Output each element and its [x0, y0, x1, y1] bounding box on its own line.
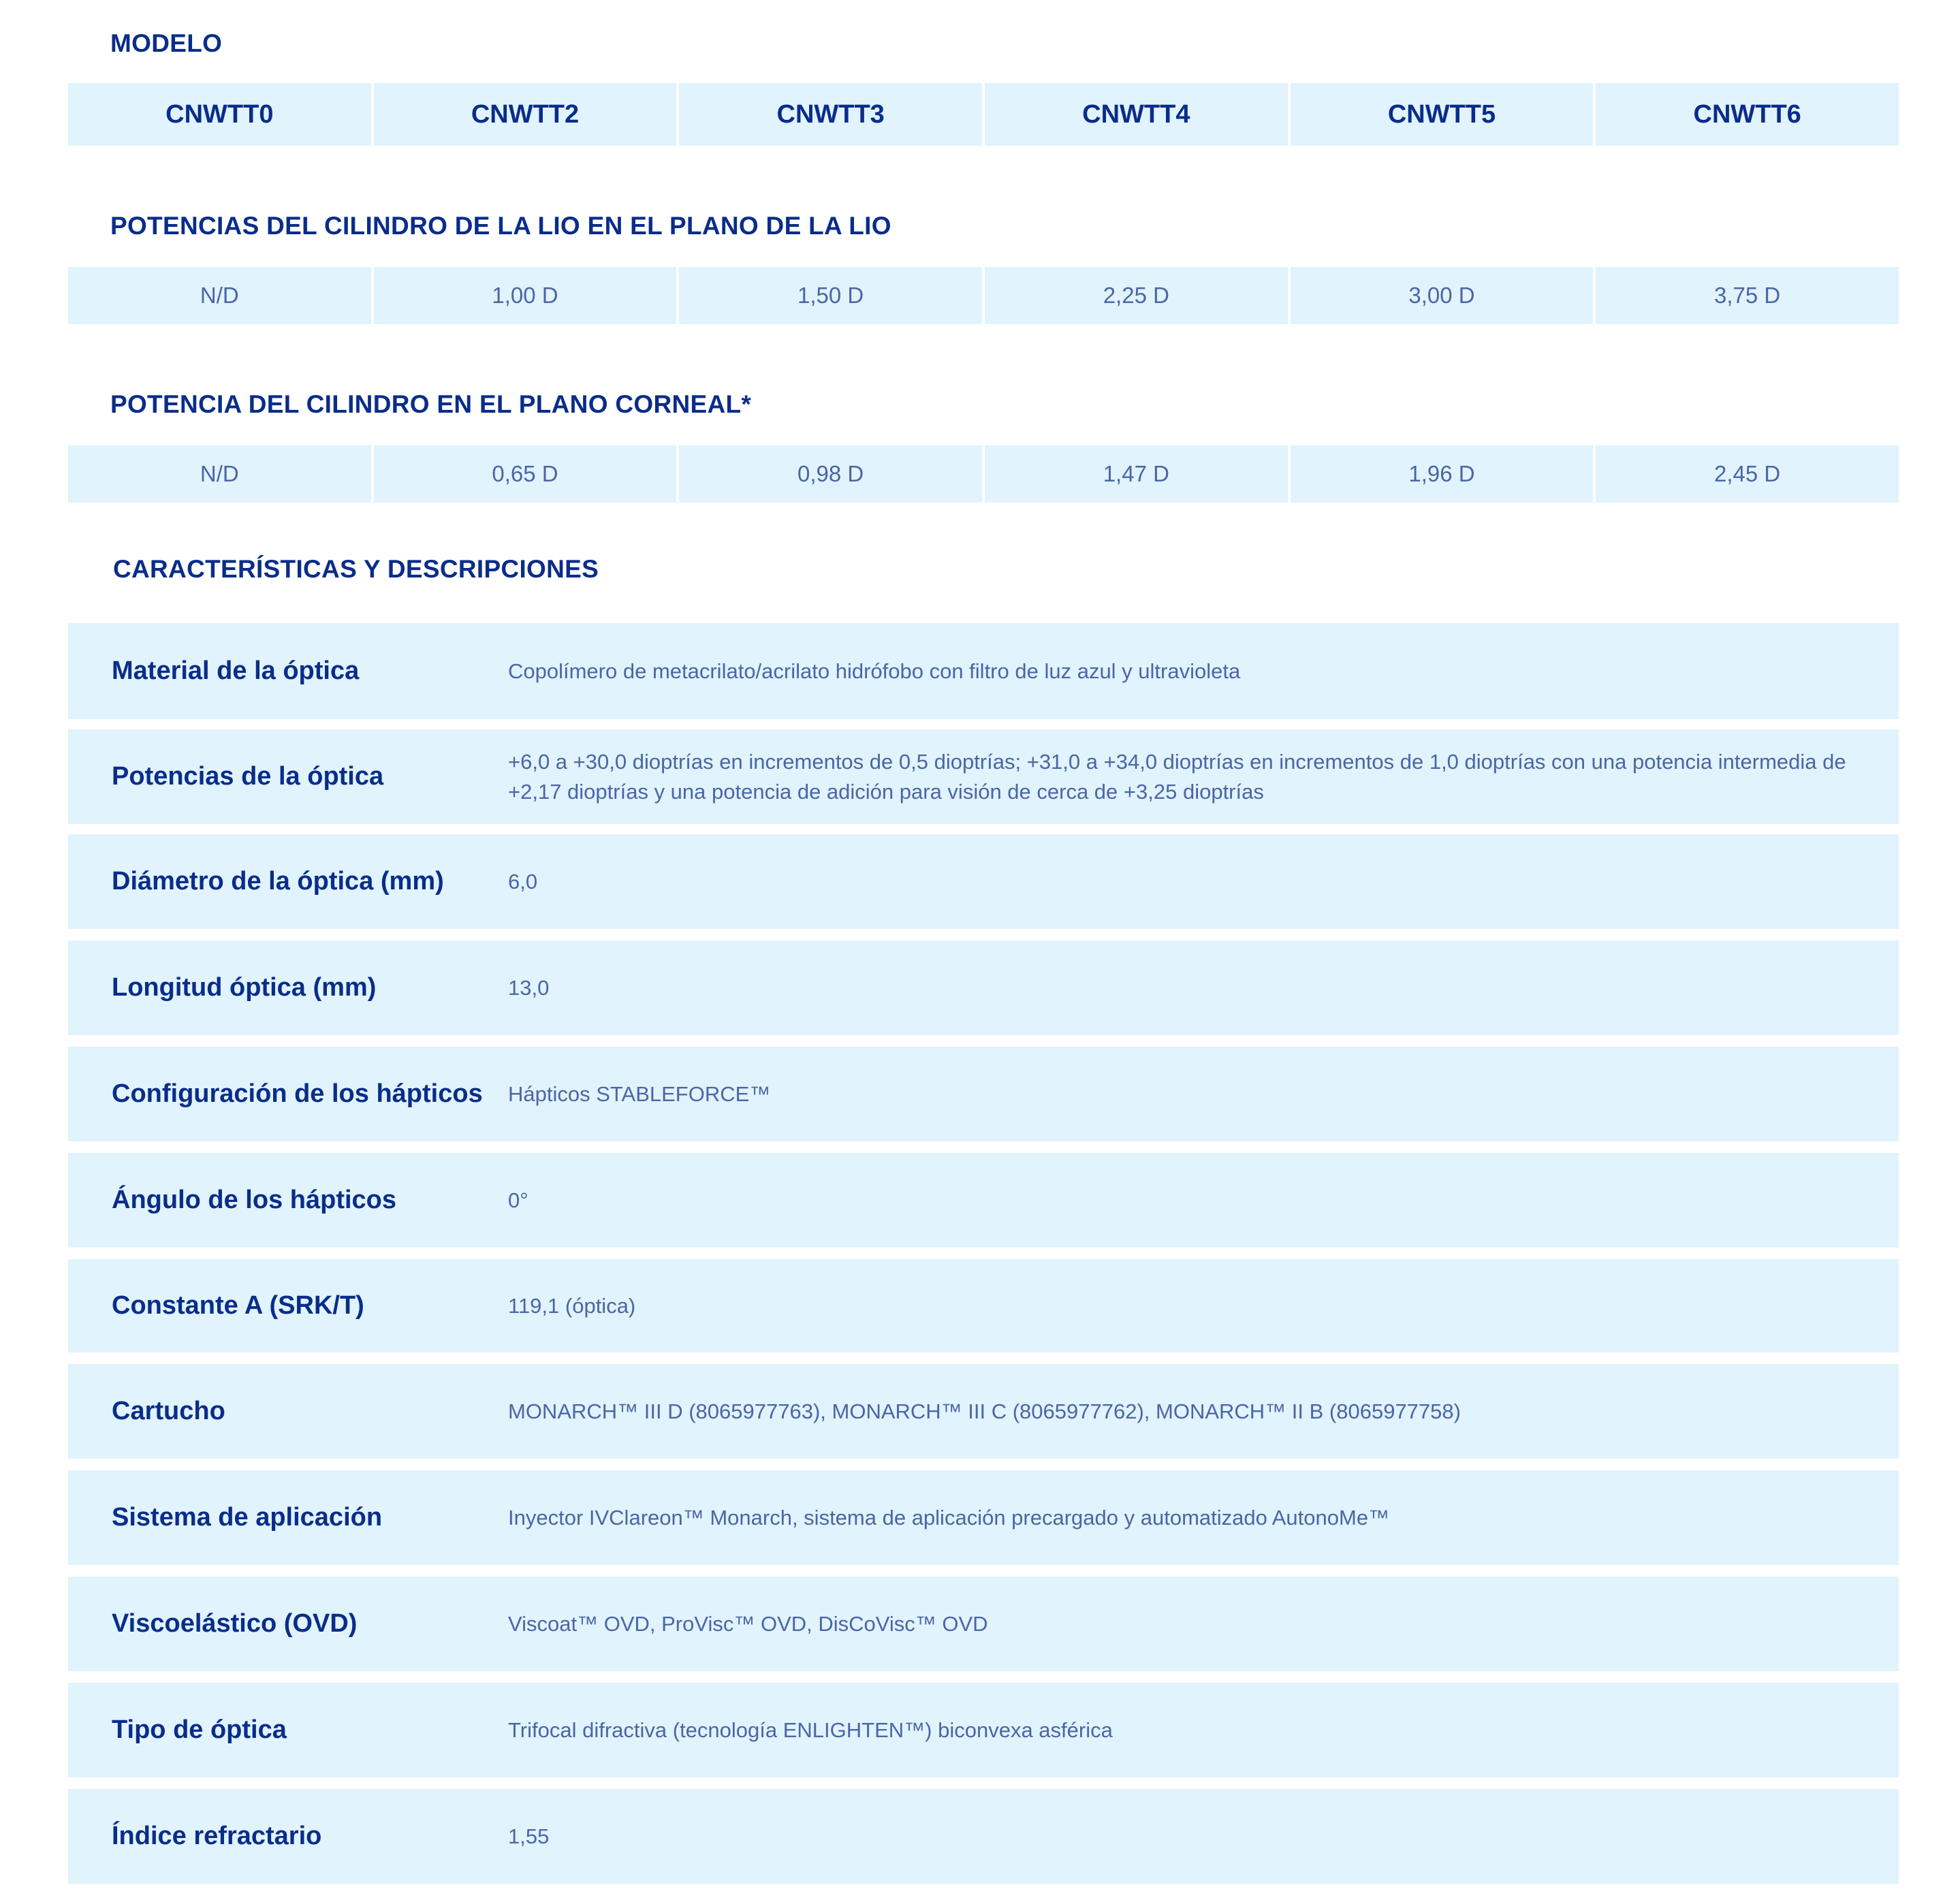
spec-label: Viscoelástico (OVD)	[112, 1609, 358, 1638]
spec-value: 119,1 (óptica)	[508, 1293, 636, 1318]
spec-row-cartucho	[68, 1364, 1899, 1459]
spec-label: Longitud óptica (mm)	[112, 973, 377, 1002]
spec-value: MONARCH™ III D (8065977763), MONARCH™ III C (8065977762), MONARCH™ II B (8065977758)	[508, 1399, 1461, 1423]
corneal-power-cell: 0,65 D	[374, 445, 677, 503]
lio-power-cell: 3,75 D	[1596, 267, 1899, 324]
spec-row-angulo	[68, 1153, 1899, 1248]
spec-row-hapticos	[68, 1047, 1899, 1141]
corneal-power-row	[68, 445, 1899, 503]
lio-power-cell: 3,00 D	[1291, 267, 1594, 324]
spec-row-potencias	[68, 729, 1899, 824]
spec-value: Trifocal difractiva (tecnología ENLIGHTEN™) biconvexa asférica	[508, 1717, 1113, 1742]
corneal-power-cell: 2,45 D	[1596, 445, 1899, 503]
lio-power-cell: 1,00 D	[374, 267, 677, 324]
spec-value: Inyector IVClareon™ Monarch, sistema de aplicación precargado y automatizado AutonoMe™	[508, 1505, 1390, 1530]
corneal-power-cell: 1,96 D	[1291, 445, 1594, 503]
model-cell: CNWTT3	[679, 83, 982, 146]
spec-label: Diámetro de la óptica (mm)	[112, 867, 444, 896]
spec-value: 6,0	[508, 869, 538, 893]
spec-label: Tipo de óptica	[112, 1715, 287, 1744]
spec-value: 1,55	[508, 1824, 550, 1848]
lio-power-row	[68, 267, 1899, 324]
model-cell: CNWTT5	[1291, 83, 1594, 146]
corneal-power-cell: 1,47 D	[985, 445, 1288, 503]
section-title-potencia-corneal: POTENCIA DEL CILINDRO EN EL PLANO CORNEAL*	[110, 390, 752, 418]
lio-power-cell: N/D	[68, 267, 371, 324]
spec-label: Constante A (SRK/T)	[112, 1291, 364, 1320]
spec-label: Sistema de aplicación	[112, 1503, 383, 1532]
spec-value: 0°	[508, 1188, 528, 1212]
spec-label: Cartucho	[112, 1397, 225, 1425]
spec-row-tipo	[68, 1683, 1899, 1777]
spec-row-constante	[68, 1259, 1899, 1352]
spec-label: Índice refractario	[112, 1822, 322, 1850]
spec-value: 13,0	[508, 975, 550, 1000]
lio-power-cell: 2,25 D	[985, 267, 1288, 324]
spec-label: Ángulo de los hápticos	[112, 1186, 397, 1214]
lio-power-cell: 1,50 D	[679, 267, 982, 324]
spec-value: Copolímero de metacrilato/acrilato hidrófobo con filtro de luz azul y ultravioleta	[508, 659, 1241, 683]
spec-label: Potencias de la óptica	[112, 762, 384, 791]
model-header-row	[68, 83, 1899, 146]
model-cell: CNWTT6	[1596, 83, 1899, 146]
section-title-caracteristicas: CARACTERÍSTICAS Y DESCRIPCIONES	[113, 555, 599, 583]
spec-value: Hápticos STABLEFORCE™	[508, 1081, 771, 1106]
section-title-potencias-lio: POTENCIAS DEL CILINDRO DE LA LIO EN EL PLANO DE LA LIO	[110, 212, 891, 240]
spec-value: +6,0 a +30,0 dioptrías en incrementos de 0,5 dioptrías; +31,0 a +34,0 dioptrías en incrementos de 1,0 dioptrías con una potencia intermedia de +2,17 dioptrías y una potencia de adición para visión de cerca de +3,25 dioptrías	[508, 749, 1846, 804]
model-cell: CNWTT0	[68, 83, 371, 146]
model-cell: CNWTT4	[985, 83, 1288, 146]
spec-row-sistema	[68, 1470, 1899, 1565]
spec-row-material	[68, 623, 1899, 719]
corneal-power-cell: 0,98 D	[679, 445, 982, 503]
spec-row-diametro	[68, 834, 1899, 929]
spec-row-longitud	[68, 940, 1899, 1035]
model-cell: CNWTT2	[374, 83, 677, 146]
spec-label: Material de la óptica	[112, 656, 360, 685]
section-title-modelo: MODELO	[110, 29, 223, 57]
spec-label: Configuración de los hápticos	[112, 1079, 483, 1108]
spec-row-indice	[68, 1789, 1899, 1884]
corneal-power-cell: N/D	[68, 445, 371, 503]
spec-value: Viscoat™ OVD, ProVisc™ OVD, DisCoVisc™ OVD	[508, 1611, 988, 1636]
spec-row-viscoelastico	[68, 1577, 1899, 1671]
